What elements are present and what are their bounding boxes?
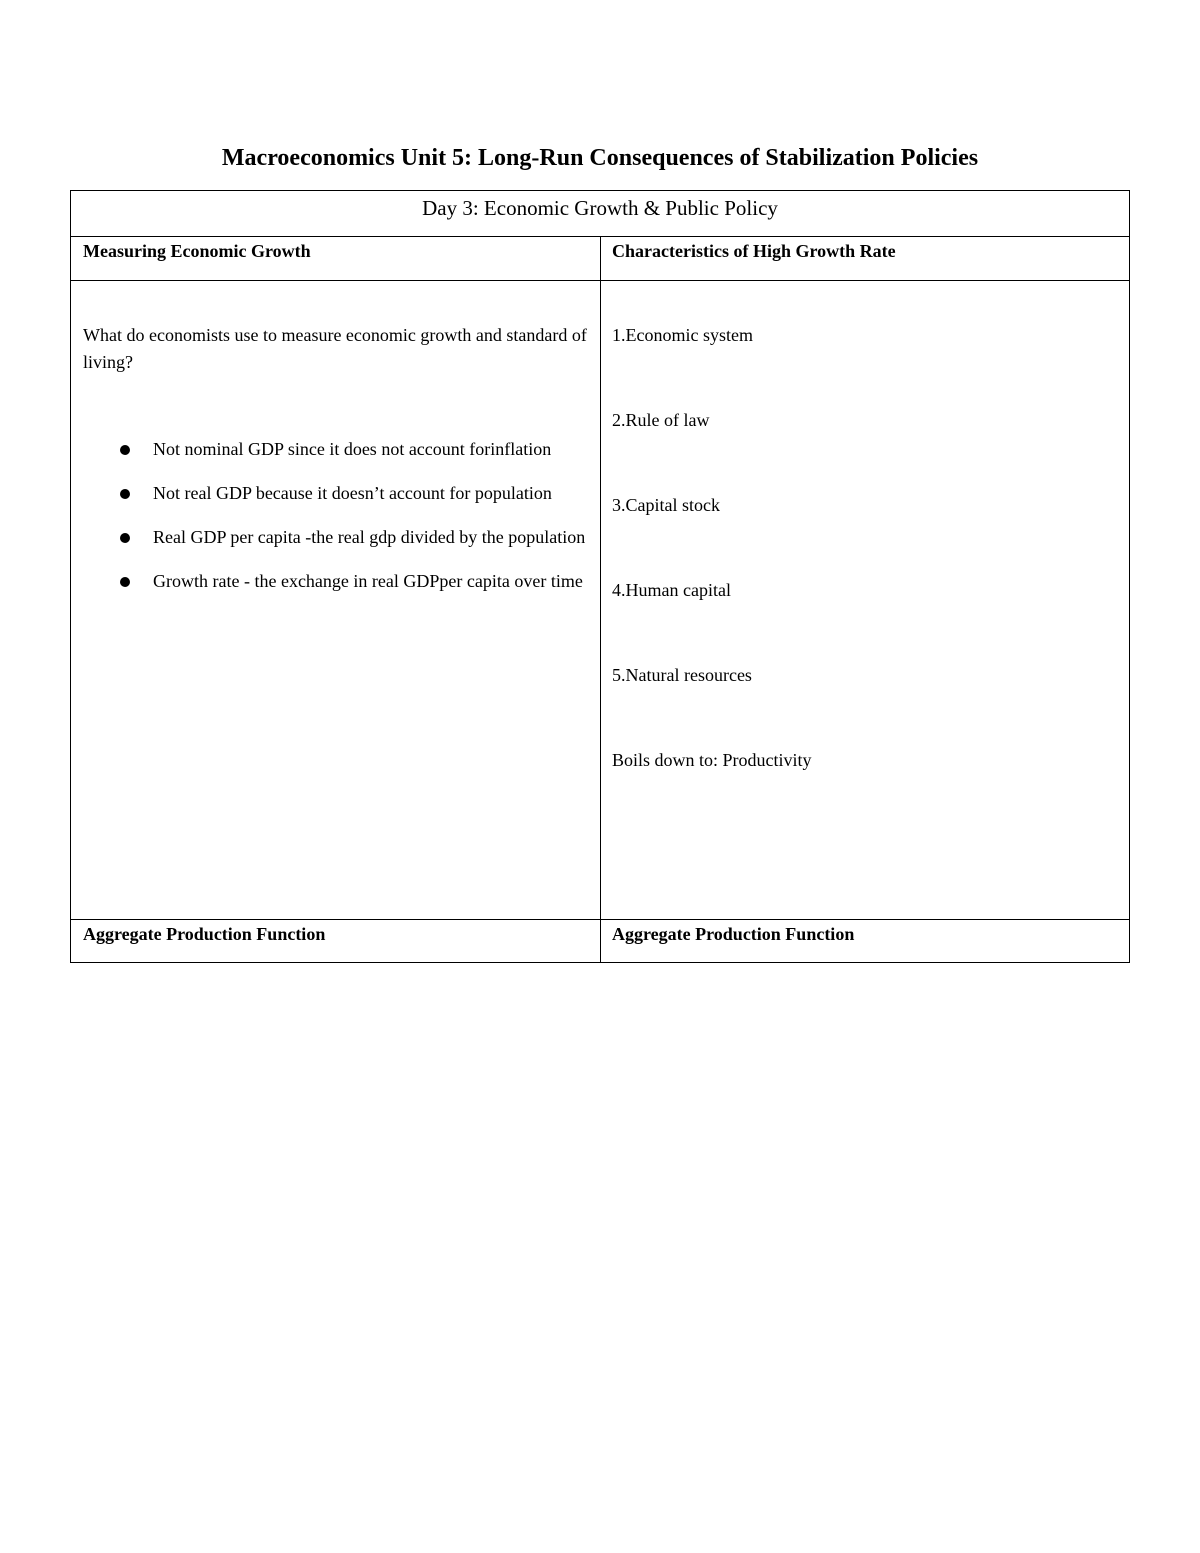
- bullet-text: Not real GDP because it doesn’t account for population: [153, 483, 552, 503]
- body-cell-right: [601, 280, 1130, 919]
- table-banner: Day 3: Economic Growth & Public Policy: [71, 191, 1129, 237]
- bullet-icon: [120, 533, 130, 543]
- body-row: [71, 280, 1129, 920]
- header-cell-right: [601, 236, 1130, 280]
- footer-cell-left: [71, 919, 600, 963]
- measurement-question: What do economists use to measure economic growth and standard of living?: [83, 325, 587, 372]
- characteristic-item: 1.Economic system: [612, 325, 753, 345]
- bullet-text: Real GDP per capita -the real gdp divided by the population: [153, 527, 586, 547]
- characteristic-item: 4.Human capital: [612, 580, 731, 600]
- left-footer-header: Aggregate Production Function: [83, 924, 326, 944]
- footer-cell-right: [601, 919, 1130, 963]
- left-column-header: Measuring Economic Growth: [83, 241, 311, 261]
- notes-table: [70, 190, 1130, 963]
- bullet-icon: [120, 577, 130, 587]
- bullet-list: [83, 437, 600, 594]
- list-item: [83, 525, 593, 550]
- header-row: [71, 236, 1129, 281]
- characteristic-item: 3.Capital stock: [612, 495, 720, 515]
- right-column-header: Characteristics of High Growth Rate: [612, 241, 896, 261]
- list-item: [83, 569, 593, 594]
- list-item: [83, 481, 593, 506]
- bullet-text: Not nominal GDP since it does not account forinflation: [153, 439, 552, 459]
- bullet-icon: [120, 489, 130, 499]
- list-item: [83, 437, 593, 462]
- bullet-text: Growth rate - the exchange in real GDPper capita over time: [153, 571, 583, 591]
- right-footer-header: Aggregate Production Function: [612, 924, 855, 944]
- productivity-summary: Boils down to: Productivity: [612, 750, 812, 770]
- characteristic-item: 2.Rule of law: [612, 410, 710, 430]
- characteristics-list: [612, 322, 1130, 832]
- body-cell-left: [71, 280, 600, 919]
- header-cell-left: [71, 236, 600, 280]
- characteristic-item: 5.Natural resources: [612, 665, 752, 685]
- footer-row: [71, 919, 1129, 963]
- page-title: Macroeconomics Unit 5: Long-Run Consequences of Stabilization Policies: [221, 145, 979, 171]
- bullet-icon: [120, 445, 130, 455]
